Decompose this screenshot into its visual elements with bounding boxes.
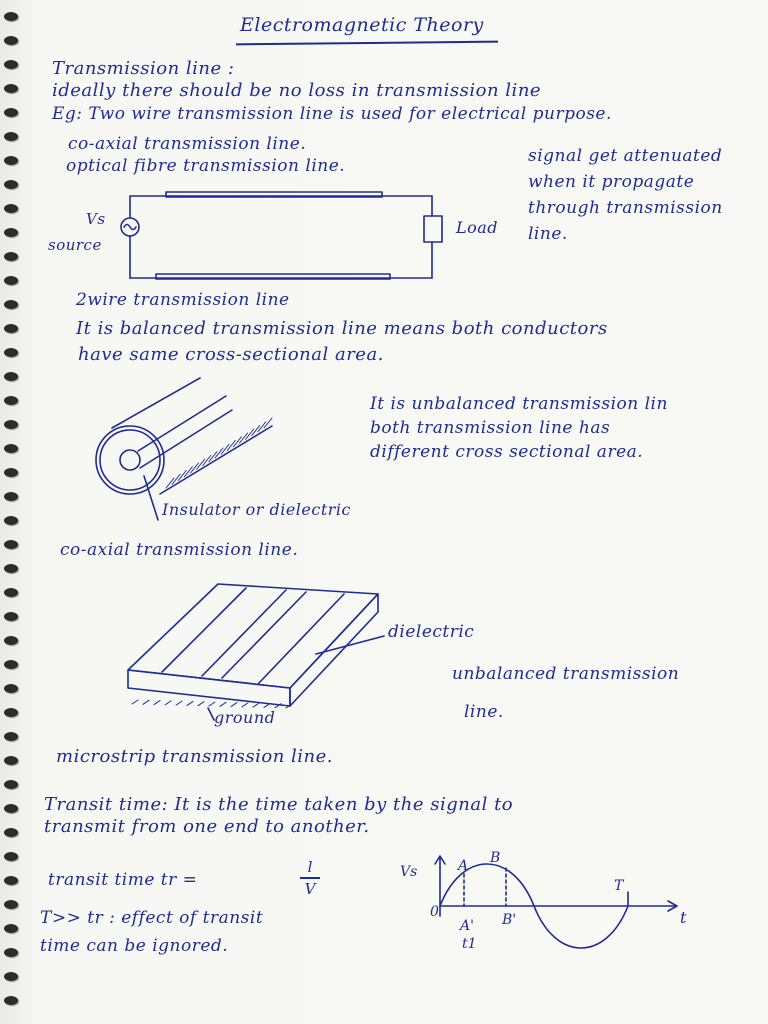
dielectric-label: dielectric [388, 622, 475, 642]
page-title: Electromagnetic Theory [240, 14, 484, 36]
transit-definition: Transit time: It is the time taken by the signal to [44, 794, 514, 815]
graph-a-label: A [458, 858, 469, 874]
microstrip-unbalanced: unbalanced transmission [452, 664, 680, 684]
microstrip-unbalanced: line. [464, 702, 504, 722]
heading-transmission-line: Transmission line : [52, 58, 235, 79]
fraction-denominator: V [304, 879, 316, 898]
graph-b-label: B [490, 850, 501, 866]
graph-vs-label: Vs [400, 864, 418, 880]
hatch-line [176, 701, 182, 705]
strip-line [162, 588, 246, 672]
graph-t-label: T [614, 878, 624, 894]
hatch-line [187, 701, 193, 705]
strip-line [222, 592, 306, 678]
hatch-line [198, 702, 204, 706]
hatch-line [209, 702, 215, 706]
two-wire-circuit [121, 192, 442, 279]
hatch-line [165, 701, 171, 705]
hatch-line [154, 701, 160, 705]
balanced-desc-2: have same cross-sectional area. [78, 344, 384, 365]
source-label: source [48, 236, 102, 254]
fraction-numerator: l [307, 858, 313, 876]
balanced-desc: It is balanced transmission line means both conductors [76, 318, 608, 339]
side-note-line: line. [528, 224, 568, 244]
graph-t-axis-label: t [680, 908, 687, 927]
hatch-line [242, 703, 248, 707]
coax-dielectric-edge [100, 430, 160, 490]
unbalanced-note-line: both transmission line has [370, 418, 611, 438]
text-ideal: ideally there should be no loss in transmission line [52, 80, 542, 101]
transit-condition: T>> tr : effect of transit [40, 908, 264, 928]
sine-graph [435, 856, 677, 948]
side-note-line: through transmission [528, 198, 723, 218]
lower-conductor [156, 274, 390, 279]
strip-line [202, 590, 286, 676]
text-optical: optical fibre transmission line. [66, 156, 346, 176]
load-label: Load [456, 218, 499, 237]
side-note-line: signal get attenuated [528, 146, 723, 166]
unbalanced-note-line: It is unbalanced transmission lin [370, 394, 668, 414]
load-resistor [424, 216, 442, 242]
strip-line [258, 594, 344, 684]
dielectric-pointer [316, 636, 384, 654]
insulator-label: Insulator or dielectric [162, 500, 351, 519]
hatch-line [220, 702, 226, 706]
two-wire-caption: 2wire transmission line [76, 290, 290, 310]
hatch-line [143, 700, 149, 704]
upper-conductor [166, 192, 382, 197]
graph-t1-label: t1 [462, 936, 477, 952]
hatch-line [231, 703, 237, 707]
coax-inner-top [138, 396, 226, 451]
coax-inner-conductor [120, 450, 140, 470]
hatch-line [132, 700, 138, 704]
microstrip-drawing [128, 584, 384, 720]
microstrip-top-face [128, 584, 378, 688]
graph-b-prime-label: B' [502, 912, 517, 928]
microstrip-caption: microstrip transmission line. [56, 746, 334, 767]
vs-label: Vs [86, 210, 106, 228]
text-coaxial: co-axial transmission line. [68, 134, 307, 154]
coax-caption: co-axial transmission line. [60, 540, 299, 560]
coax-bottom-edge [160, 426, 272, 494]
text-example: Eg: Two wire transmission line is used for electrical purpose. [52, 104, 612, 124]
graph-a-prime-label: A' [460, 918, 474, 934]
transit-definition-2: transmit from one end to another. [44, 816, 370, 837]
graph-origin-label: 0 [430, 904, 439, 920]
ground-pointer [208, 708, 214, 720]
transit-formula: transit time tr = [48, 870, 198, 890]
transit-condition-2: time can be ignored. [40, 936, 229, 956]
sine-symbol-icon [124, 225, 136, 230]
hatch-line [253, 703, 259, 707]
coaxial-cable-drawing [96, 378, 272, 520]
unbalanced-note-line: different cross sectional area. [370, 442, 644, 462]
side-note-line: when it propagate [528, 172, 695, 192]
ground-label: ground [214, 708, 276, 727]
coax-hatching [166, 418, 272, 488]
